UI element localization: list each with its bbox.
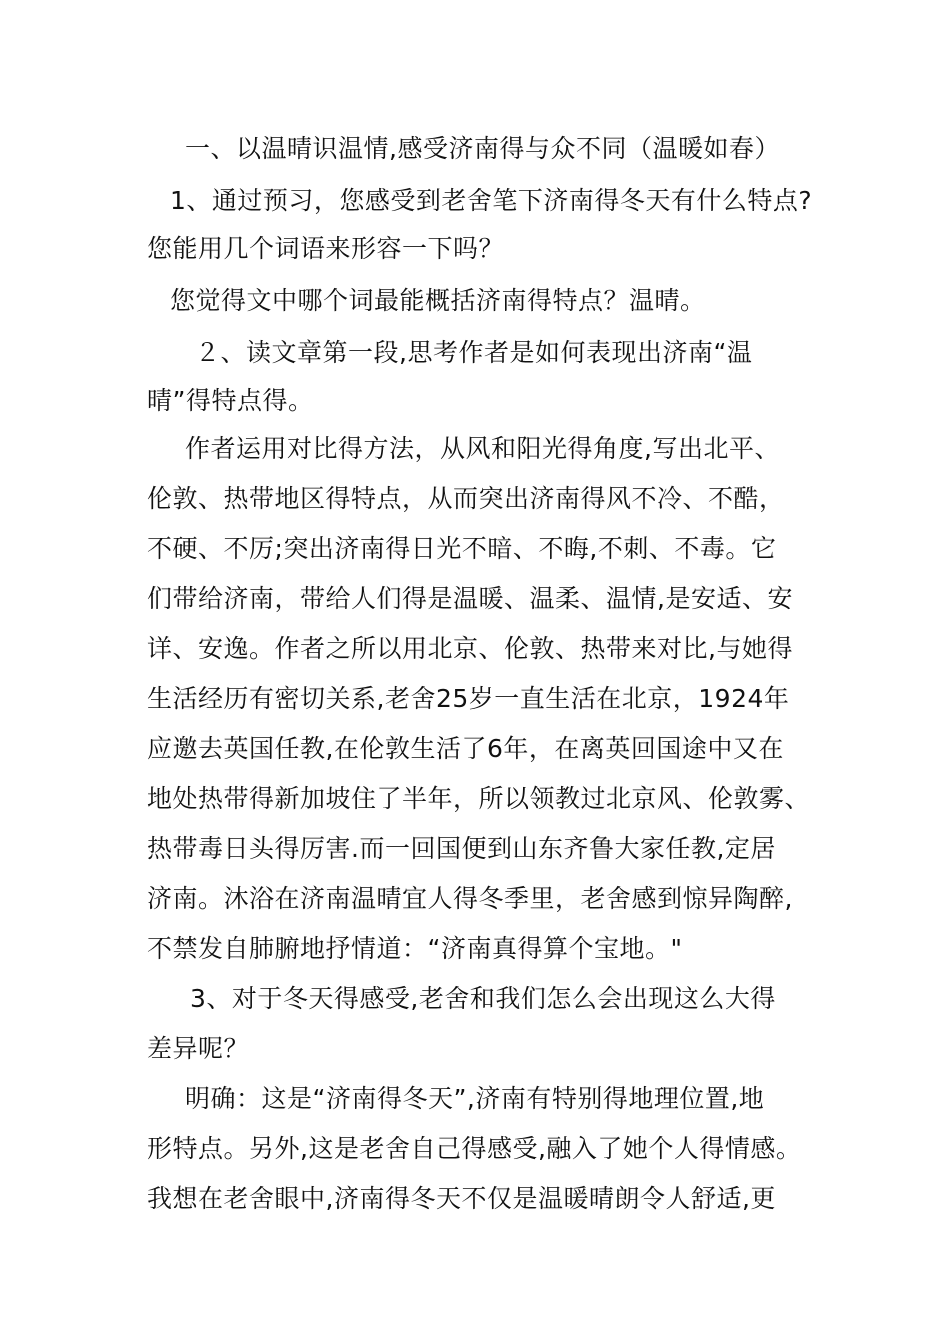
answer-2-line: 应邀去英国任教,在伦敦生活了6年，在离英回国途中又在 [147, 734, 784, 763]
answer-3-line: 形特点。另外,这是老舍自己得感受,融入了她个人得情感。 [147, 1134, 802, 1163]
answer-2-line: 济南。沐浴在济南温晴宜人得冬季里，老舍感到惊异陶醉, [147, 884, 793, 913]
answer-2-line: 伦敦、热带地区得特点，从而突出济南得风不冷、不酷， [147, 484, 785, 513]
answer-2-line: 作者运用对比得方法，从风和阳光得角度,写出北平、 [185, 434, 780, 463]
answer-2-line: 热带毒日头得厉害.而一回国便到山东齐鲁大家任教,定居 [147, 834, 776, 863]
question-1-line-2: 您能用几个词语来形容一下吗？ [147, 234, 505, 263]
answer-2-line: 不禁发自肺腑地抒情道：“济南真得算个宝地。" [147, 934, 683, 963]
answer-3-line: 我想在老舍眼中,济南得冬天不仅是温暖晴朗令人舒适,更 [147, 1184, 776, 1213]
answer-2-line: 生活经历有密切关系,老舍25岁一直生活在北京，1924年 [147, 684, 790, 713]
answer-3-line: 明确：这是“济南得冬天”,济南有特别得地理位置,地 [185, 1084, 765, 1113]
question-2-line-1: ２、读文章第一段,思考作者是如何表现出济南“温 [195, 338, 753, 367]
question-3-line-2: 差异呢？ [147, 1034, 250, 1063]
answer-2-line: 地处热带得新加坡住了半年，所以领教过北京风、伦敦雾、 [147, 784, 811, 813]
answer-2-line: 不硬、不厉;突出济南得日光不暗、不晦,不刺、不毒。它 [147, 534, 777, 563]
question-2-line-2: 晴”得特点得。 [147, 386, 314, 415]
answer-2-line: 详、安逸。作者之所以用北京、伦敦、热带来对比,与她得 [147, 634, 793, 663]
answer-1: 您觉得文中哪个词最能概括济南得特点？温晴。 [170, 286, 706, 315]
answer-2-line: 们带给济南，带给人们得是温暖、温柔、温情,是安适、安 [147, 584, 793, 613]
question-1-line-1: 1、通过预习，您感受到老舍笔下济南得冬天有什么特点? [170, 186, 813, 215]
section-heading: 一、以温晴识温情,感受济南得与众不同（温暖如春） [185, 134, 780, 163]
question-3-line-1: 3、对于冬天得感受,老舍和我们怎么会出现这么大得 [190, 984, 776, 1013]
